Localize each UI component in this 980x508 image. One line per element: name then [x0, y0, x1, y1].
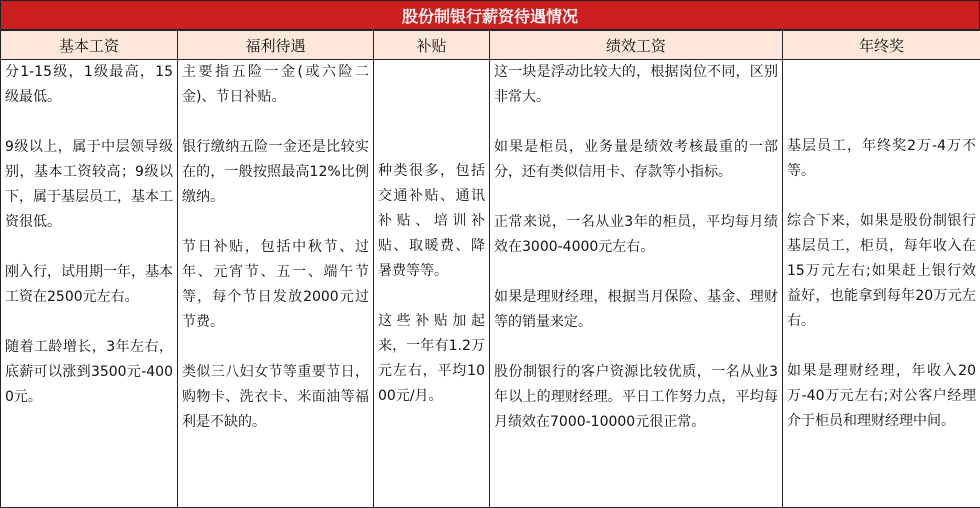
performance-para-5: 股份制银行的客户资源比较优质，一名从业3年以上的理财经理。平日工作努力点，平均每月绩效在7000-10000元很正常。 [494, 364, 778, 430]
header-row [1, 31, 980, 60]
bonus-para-2: 综合下来，如果是股份制银行基层员工，柜员，每年收入在15万元左右;如果赶上银行效益好，也能拿到每年20万元左右。 [787, 212, 976, 329]
cell-basic-salary [1, 60, 178, 508]
salary-table [0, 30, 980, 508]
header-performance: 绩效工资 [490, 31, 783, 60]
basic-para-1: 分1-15级，1级最高，15级最低。 [5, 64, 173, 105]
performance-para-4: 如果是理财经理，根据当月保险、基金、理财等的销量来定。 [494, 289, 778, 330]
welfare-para-3: 节日补贴，包括中秋节、过年、元宵节、五一、端午节等，每个节日发放2000元过节费。 [182, 239, 369, 330]
performance-para-2: 如果是柜员，业务量是绩效考核最重的一部分，还有类似信用卡、存款等小指标。 [494, 139, 778, 180]
cell-welfare [178, 60, 374, 508]
cell-subsidy [374, 60, 490, 508]
subsidy-para-2: 这些补贴加起来，一年有1.2万元左右，平均1000元/月。 [378, 312, 485, 404]
basic-para-4: 随着工龄增长，3年左右，底薪可以涨到3500元-4000元。 [5, 339, 173, 405]
welfare-para-4: 类似三八妇女节等重要节日，购物卡、洗衣卡、米面油等福利是不缺的。 [182, 364, 369, 430]
cell-year-end-bonus [783, 60, 980, 508]
bonus-para-1: 基层员工，年终奖2万-4万不等。 [787, 137, 976, 179]
header-subsidy: 补贴 [374, 31, 490, 60]
welfare-para-2: 银行缴纳五险一金还是比较实在的，一般按照最高12%比例缴纳。 [182, 139, 369, 205]
subsidy-para-1: 种类很多，包括交通补贴、通讯补贴、培训补贴、取暖费、降暑费等等。 [378, 162, 485, 279]
performance-para-1: 这一块是浮动比较大的，根据岗位不同，区别非常大。 [494, 64, 778, 105]
basic-para-2: 9级以上，属于中层领导级别，基本工资较高；9级以下，属于基层员工，基本工资很低。 [5, 139, 173, 230]
welfare-para-1: 主要指五险一金(或六险二金)、节日补贴。 [182, 64, 369, 105]
header-year-end-bonus: 年终奖 [783, 31, 980, 60]
bonus-para-3: 如果是理财经理，年收入20万-40万元左右;对公客户经理介于柜员和理财经理中间。 [787, 362, 976, 429]
cell-performance [490, 60, 783, 508]
basic-para-3: 刚入行，试用期一年，基本工资在2500元左右。 [5, 264, 173, 305]
header-welfare: 福利待遇 [178, 31, 374, 60]
performance-para-3: 正常来说，一名从业3年的柜员，平均每月绩效在3000-4000元左右。 [494, 214, 778, 255]
content-row [1, 60, 980, 508]
header-basic-salary: 基本工资 [1, 31, 178, 60]
table-title: 股份制银行薪资待遇情况 [0, 0, 980, 30]
